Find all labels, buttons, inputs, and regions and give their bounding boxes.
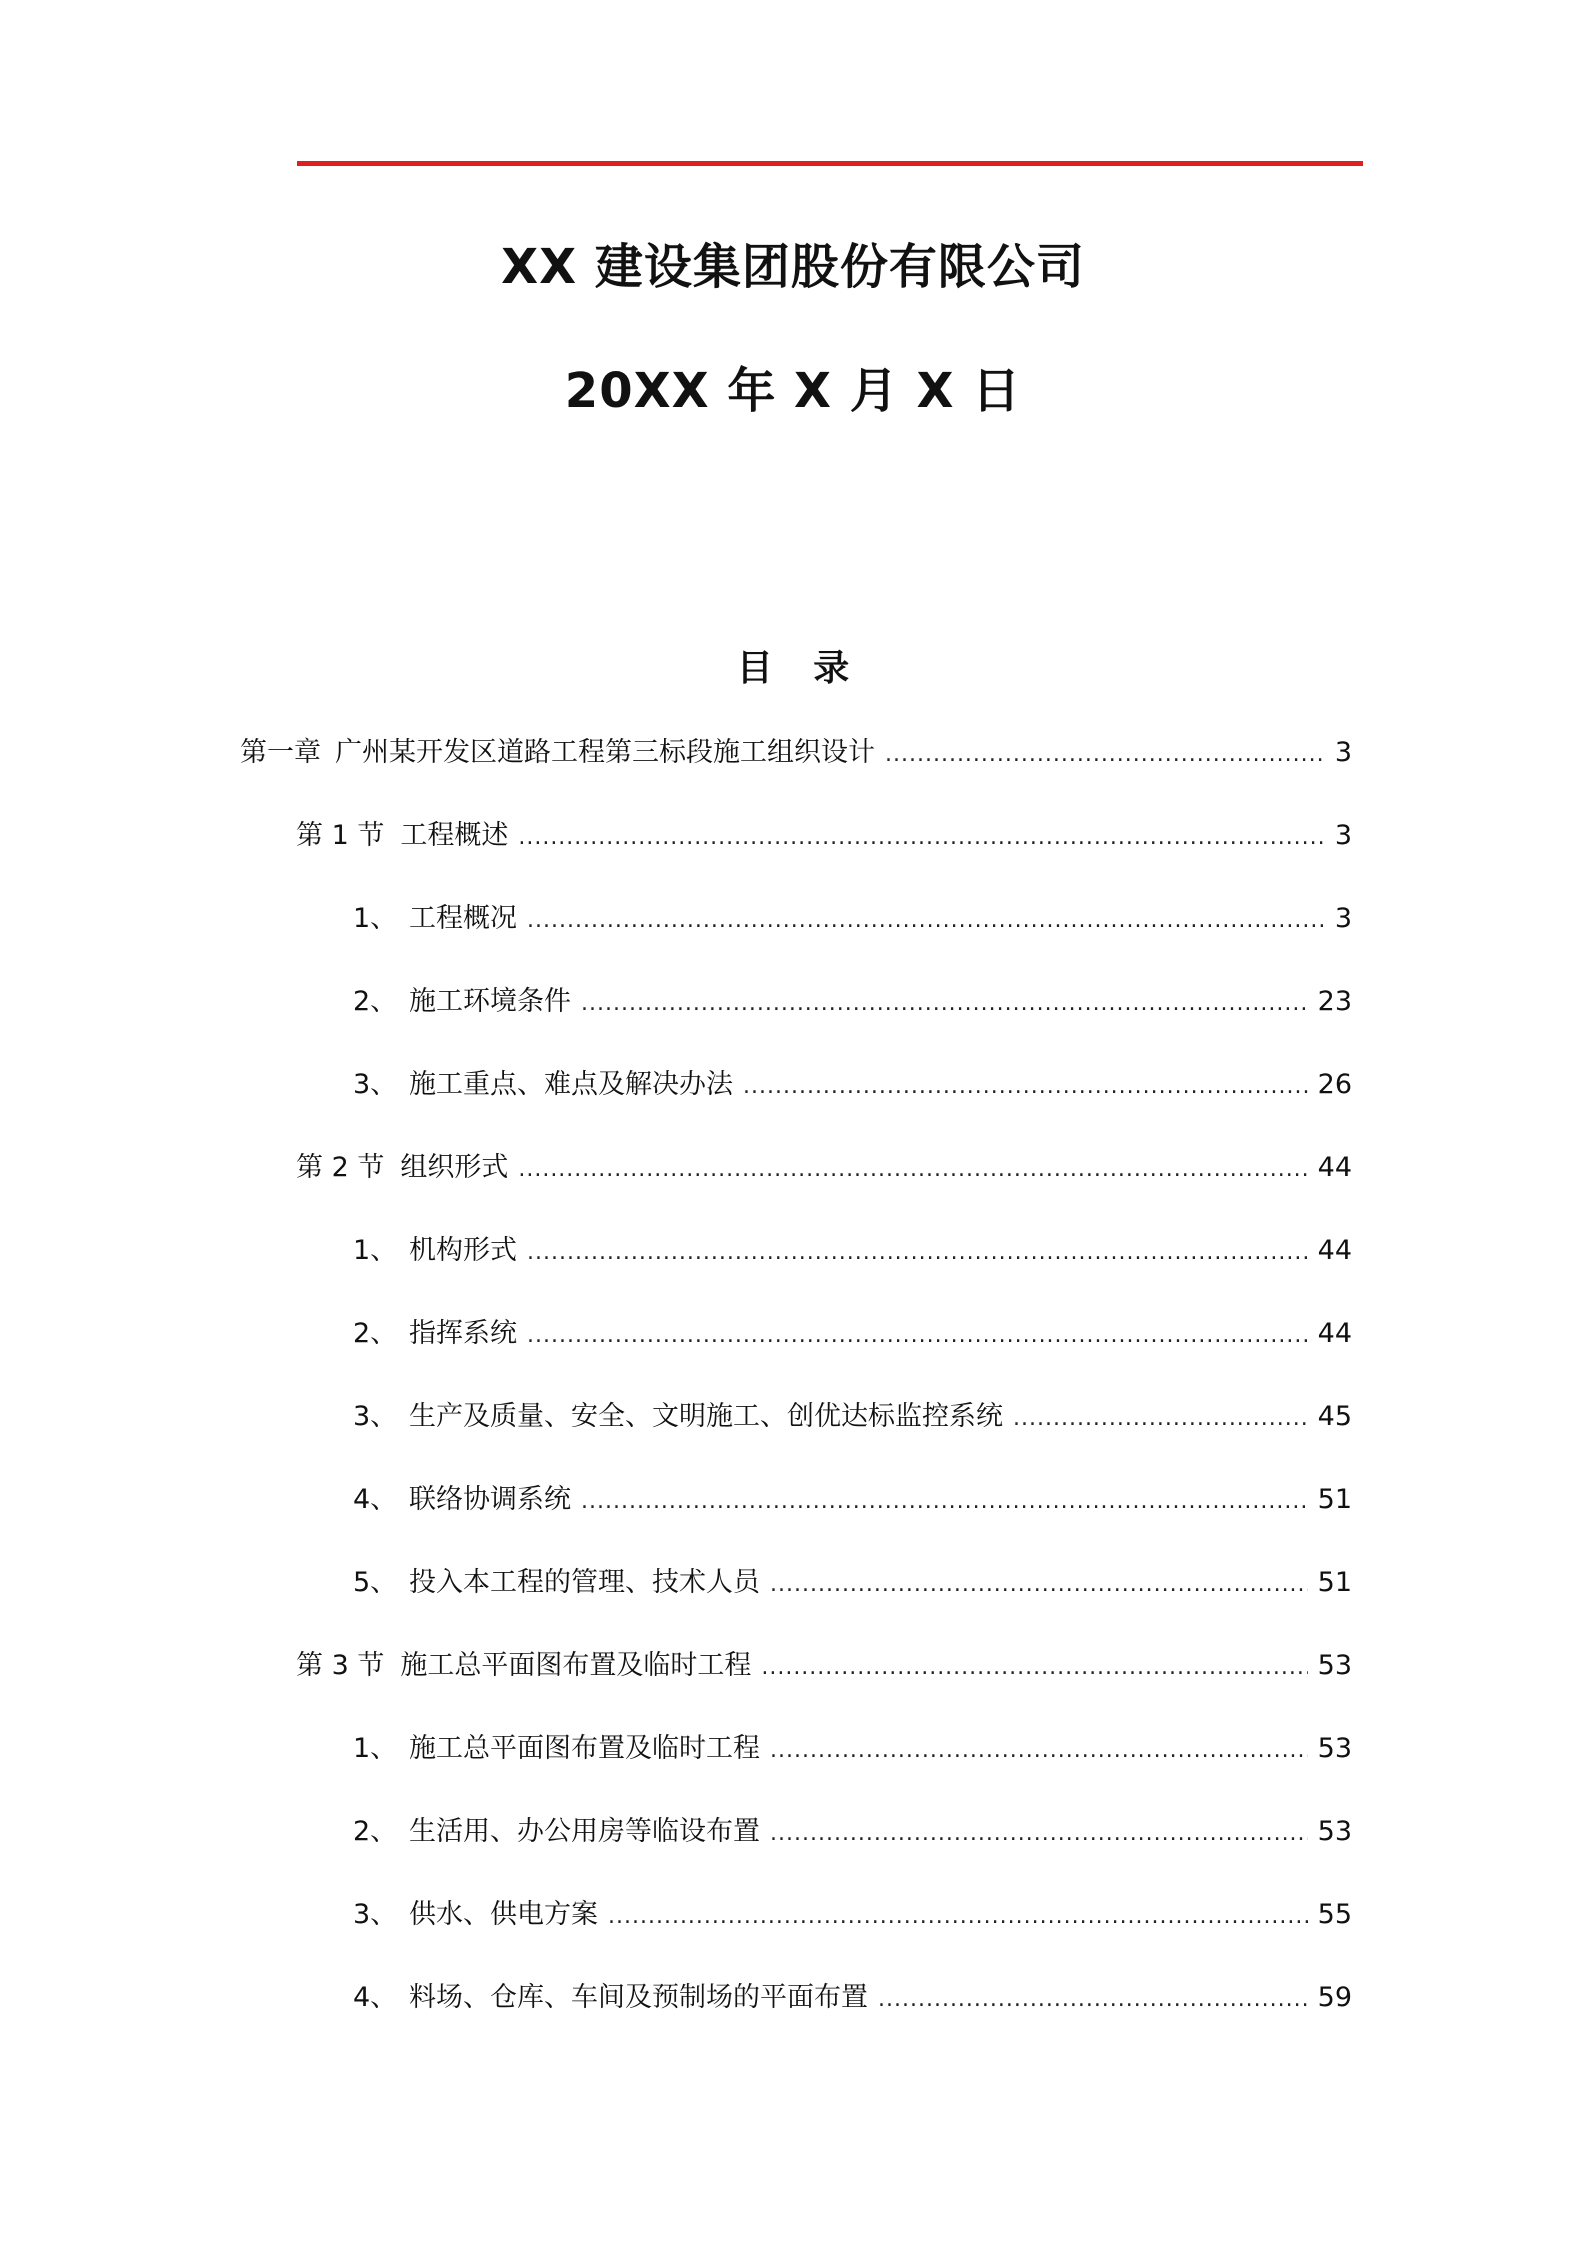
- toc-entry-page: 59: [1317, 1982, 1352, 2013]
- toc-entry-subsection[interactable]: [353, 1314, 1352, 1354]
- toc-entry-text: 工程概况: [409, 903, 517, 934]
- company-name: XX 建设集团股份有限公司: [501, 239, 1085, 295]
- toc-entry-page: 3: [1334, 820, 1352, 851]
- toc-entry-number: 1、: [353, 903, 398, 934]
- toc-entry-number: 2、: [353, 1318, 398, 1349]
- toc-entry-number: 第 3 节: [296, 1650, 385, 1681]
- document-date: 20XX 年 X 月 X 日: [564, 363, 1022, 419]
- toc-entry-page: 55: [1317, 1899, 1352, 1930]
- toc-entry-text: 联络协调系统: [409, 1484, 571, 1515]
- toc-entry-number: 第一章: [240, 737, 321, 768]
- toc-entry-page: 53: [1317, 1816, 1352, 1847]
- toc-entry-label: [353, 1397, 1003, 1437]
- toc-entry-label: [296, 1148, 508, 1188]
- toc-entry-page: 23: [1317, 986, 1352, 1017]
- toc-entry-label: [296, 816, 508, 856]
- toc-entry-subsection[interactable]: [353, 982, 1352, 1022]
- toc-leader-dots: [743, 1067, 1308, 1107]
- toc-entry-subsection[interactable]: [353, 1978, 1352, 2018]
- toc-entry-page: 44: [1317, 1152, 1352, 1183]
- toc-entry-label: [353, 1065, 733, 1105]
- toc-entry-section-3[interactable]: [296, 1646, 1352, 1686]
- toc-entry-text: 生活用、办公用房等临设布置: [409, 1816, 760, 1847]
- toc-entry-label: [353, 982, 571, 1022]
- toc-entry-number: 4、: [353, 1982, 398, 2013]
- toc-entry-subsection[interactable]: [353, 1812, 1352, 1852]
- toc-entry-label: [353, 1563, 760, 1603]
- toc-leader-dots: [518, 1150, 1307, 1190]
- toc-entry-number: 2、: [353, 986, 398, 1017]
- toc-entry-label: [353, 1480, 571, 1520]
- toc-entry-subsection[interactable]: [353, 1480, 1352, 1520]
- toc-leader-dots: [770, 1565, 1308, 1605]
- toc-entry-number: 1、: [353, 1733, 398, 1764]
- toc-entry-subsection[interactable]: [353, 1729, 1352, 1769]
- toc-leader-dots: [1013, 1399, 1308, 1439]
- toc-entry-label: [353, 1812, 760, 1852]
- toc-entry-number: 第 2 节: [296, 1152, 385, 1183]
- toc-entry-page: 45: [1317, 1401, 1352, 1432]
- toc-leader-dots: [527, 901, 1325, 941]
- toc-leader-dots: [581, 1482, 1308, 1522]
- toc-entry-chapter-1[interactable]: [240, 733, 1352, 773]
- toc-entry-subsection[interactable]: [353, 1065, 1352, 1105]
- toc-leader-dots: [761, 1648, 1307, 1688]
- toc-entry-text: 施工环境条件: [409, 986, 571, 1017]
- toc-entry-number: 1、: [353, 1235, 398, 1266]
- toc-entry-label: [353, 899, 517, 939]
- toc-entry-text: 广州某开发区道路工程第三标段施工组织设计: [335, 737, 875, 768]
- toc-entry-number: 3、: [353, 1401, 398, 1432]
- toc-entry-label: [353, 1978, 868, 2018]
- toc-entry-text: 料场、仓库、车间及预制场的平面布置: [409, 1982, 868, 2013]
- toc-entry-page: 3: [1334, 903, 1352, 934]
- toc-entry-text: 投入本工程的管理、技术人员: [409, 1567, 760, 1598]
- toc-entry-page: 51: [1317, 1484, 1352, 1515]
- toc-leader-dots: [608, 1897, 1308, 1937]
- toc-leader-dots: [878, 1980, 1308, 2020]
- toc-entry-page: 44: [1317, 1235, 1352, 1266]
- toc-entry-page: 53: [1317, 1733, 1352, 1764]
- toc-entry-label: [353, 1314, 517, 1354]
- toc-entry-section-1[interactable]: [296, 816, 1352, 856]
- toc-entry-subsection[interactable]: [353, 1397, 1352, 1437]
- toc-entry-label: [353, 1895, 598, 1935]
- toc-leader-dots: [527, 1316, 1308, 1356]
- toc-entry-text: 供水、供电方案: [409, 1899, 598, 1930]
- toc-leader-dots: [518, 818, 1324, 858]
- toc-title: 目 录: [736, 648, 864, 689]
- toc-entry-label: [240, 733, 875, 773]
- toc-entry-subsection[interactable]: [353, 1231, 1352, 1271]
- toc-entry-number: 3、: [353, 1069, 398, 1100]
- toc-entry-subsection[interactable]: [353, 1563, 1352, 1603]
- toc-leader-dots: [885, 735, 1325, 775]
- toc-entry-text: 施工重点、难点及解决办法: [409, 1069, 733, 1100]
- toc-leader-dots: [527, 1233, 1308, 1273]
- toc-entry-number: 5、: [353, 1567, 398, 1598]
- toc-entry-page: 3: [1334, 737, 1352, 768]
- toc-entry-text: 组织形式: [400, 1152, 509, 1183]
- toc-entry-subsection[interactable]: [353, 899, 1352, 939]
- toc-entry-text: 机构形式: [409, 1235, 517, 1266]
- toc-entry-label: [353, 1231, 517, 1271]
- toc-entry-number: 4、: [353, 1484, 398, 1515]
- toc-entry-text: 施工总平面图布置及临时工程: [409, 1733, 760, 1764]
- toc-entry-subsection[interactable]: [353, 1895, 1352, 1935]
- toc-leader-dots: [770, 1731, 1308, 1771]
- toc-entry-label: [353, 1729, 760, 1769]
- toc-entry-section-2[interactable]: [296, 1148, 1352, 1188]
- toc-leader-dots: [581, 984, 1308, 1024]
- toc-entry-text: 施工总平面图布置及临时工程: [400, 1650, 752, 1681]
- toc-entry-label: [296, 1646, 751, 1686]
- toc-leader-dots: [770, 1814, 1308, 1854]
- toc-entry-number: 2、: [353, 1816, 398, 1847]
- toc-entry-number: 3、: [353, 1899, 398, 1930]
- toc-entry-page: 51: [1317, 1567, 1352, 1598]
- toc-entry-page: 44: [1317, 1318, 1352, 1349]
- toc-entry-text: 工程概述: [400, 820, 509, 851]
- toc-entry-text: 生产及质量、安全、文明施工、创优达标监控系统: [409, 1401, 1003, 1432]
- toc-entry-number: 第 1 节: [296, 820, 385, 851]
- toc-entry-text: 指挥系统: [409, 1318, 517, 1349]
- toc-entry-page: 53: [1317, 1650, 1352, 1681]
- toc-entry-page: 26: [1317, 1069, 1352, 1100]
